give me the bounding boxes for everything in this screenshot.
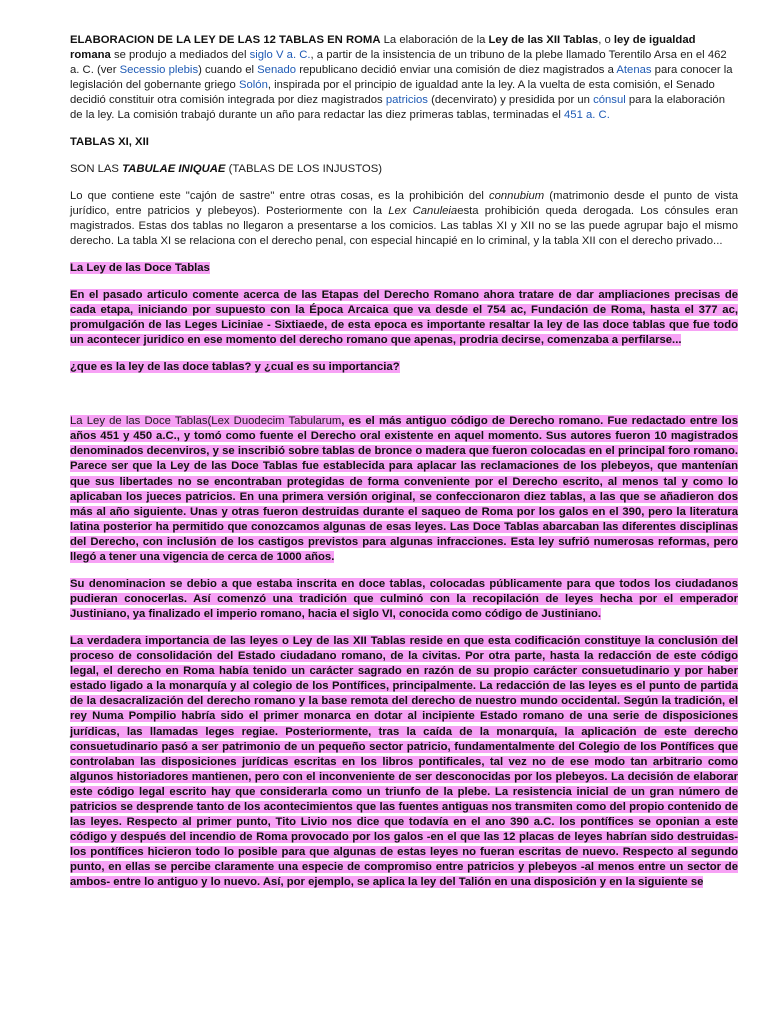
text-run: , o	[598, 34, 614, 46]
importancia-paragraph	[70, 634, 738, 891]
tabulae-iniquae-line	[70, 162, 738, 177]
text-run: , a partir de la insistencia de un tribuno de la plebe llamado Terentilo Arsa en el 462 a. C. (ver	[70, 49, 727, 77]
highlighted-text: La Ley de las Doce Tablas(Lex Duodecim Tabularum	[70, 415, 342, 428]
text-run: se produjo a mediados del	[110, 49, 250, 62]
highlight-heading-doce-tablas	[70, 261, 738, 276]
intro-title: ELABORACION DE LA LEY DE LAS 12 TABLAS EN ROMA	[70, 34, 381, 46]
text-run: esta prohibición queda derogada. Los cónsules eran magistrados. Estas dos tablas no llegaron a presentarse a los comicios. Las tablas XI y XII no se las puede agrupar bajo el mismo derecho. La tabla XI se relaciona con el derecho penal, con especial hincapié en lo criminal, y la tabla XII con el derecho privado...	[70, 205, 739, 248]
text-run: (decenvirato) y presidida por un	[427, 94, 594, 107]
text-run: para conocer la legislación del gobernante griego	[70, 64, 733, 92]
lex-duodecim-paragraph	[70, 414, 738, 565]
denominacion-paragraph	[70, 577, 738, 622]
link-451-ac[interactable]: 451 a. C.	[564, 109, 610, 122]
text-run: SON LAS	[70, 163, 123, 176]
italic-connubium: connubium	[488, 190, 545, 203]
highlighted-text: En el pasado articulo comente acerca de las Etapas del Derecho Romano ahora tratare de dar ampliaciones precisas de cada etapa, iniciando por supuesto con la Época Arcaica que va desde el 754 ac, Fundación de Roma, hasta el 377 ac, promulgación de las Leges Liciniae - Sixtiaede, de esta epoca es importante resaltar la ley de las doce tablas que fue todo un acontecer juridico en ese momento del derecho romano que apenas, prodria decirse, comenzaba a perfilarse...	[70, 289, 738, 347]
link-consul[interactable]: cónsul	[593, 94, 626, 107]
text-run: ) cuando el	[198, 64, 258, 77]
intro-paragraph	[70, 33, 738, 124]
blank-line	[70, 387, 738, 402]
bold-ley-xii-tablas: Ley de las XII Tablas	[488, 34, 599, 46]
highlighted-bold-text: La verdadera importancia de las leyes o Ley de las XII Tablas reside en que esta codificación constituye la conclusión del proceso de consolidación del Estado ciudadano romano, de la civitas. Por otra parte, hasta la redacción de este código legal, el derecho en Roma había tenido un carácter sagrado en razón de su propio carácter consuetudinario y por haber estado ligado a la monarquía y al colegio de los Pontífices, principalmente. La redacción de las leyes es el punto de partida de la desacralización del derecho romano y la base remota del derecho de nuestro mundo occidental. Según la tradición, el rey Numa Pompilio habría sido el primer monarca en dotar al incipiente Estado romano de una serie de disposiciones jurídicas, las llamadas leges regiae. Posteriormente, tras la caída de la monarquía, la aplicación de este derecho consuetudinario pasó a ser patrimonio de un pequeño sector patricio, fundamentalmente del Colegio de los Pontífices que controlaban las disposiciones jurídicas escritas en los libros pontificales, tal vez no de ese modo tan arbitrario como algunos historiadores mantienen, pero con el inconveniente de ser desconocidas por los plebeyos. La decisión de elaborar este código legal escrito hay que considerarla como un triunfo de la plebe. La resistencia inicial de un gran número de patricios se desprende tanto de los acontecimientos que las fuentes antiguas nos transmiten como del propio contenido de las leyes. Respecto al primer punto, Tito Livio nos dice que todavía en el ano 390 a.C. los pontífices se oponian a este código y después del incendio de Roma provocado por los galos -en el que las 12 placas de leyes habrían sido destruidas- los pontífices hicieron todo lo posible para que algunas de estas leyes no fueran escritas de nuevo. Respecto al segundo punto, en ellas se percibe claramente una especie de compromiso entre patricios y plebeyos -al menos entre un sector de ambos- entre lo antiguo y lo nuevo. Así, por ejemplo, se aplica la ley del Talión en una disposición y en la siguiente se	[70, 634, 738, 889]
link-senado[interactable]: Senado	[257, 64, 297, 77]
link-atenas[interactable]: Atenas	[616, 64, 652, 77]
text-run: , inspirada por el principio de igualdad ante la ley. A la vuelta de esta comisión, el Senado decidió constituir otra comisión integrada por diez magistrados	[70, 79, 715, 107]
link-secessio-plebis[interactable]: Secessio plebis	[119, 64, 199, 77]
text-run: Lo que contiene este "cajón de sastre" entre otras cosas, es la prohibición del	[70, 190, 489, 203]
text-run: republicano decidió enviar una comisión de diez magistrados a	[296, 64, 617, 77]
etapas-paragraph	[70, 288, 738, 348]
link-patricios[interactable]: patricios	[385, 94, 428, 107]
question-text: ¿que es la ley de las doce tablas? y ¿cual es su importancia?	[70, 361, 400, 374]
highlighted-bold-text: , es el más antiguo código de Derecho romano. Fue redactado entre los años 451 y 450 a.C., y tomó como fuente el Derecho oral existente en aquel momento. Sus autores fueron 10 magistrados denominados decenviros, y se inscribió sobre tablas de bronce o madera que fueron colocadas en el principal foro romano. Parece ser que la Ley de las Doce Tablas fue establecida para aplacar las reclamaciones de los plebeyos, que mantenían que sus libertades no se encontraban protegidas de forma conveniente por el Derecho escrito, al menos tal y como lo aplicaban los jueces patricios. En una primera versión original, se confeccionaron diez tablas, a las que se añadieron dos más al año siguiente. Unas y otras fueron destruidas durante el saqueo de Roma por los galos en el 390, pero la literatura latina posterior ha permitido que conozcamos algunas de esas leyes. Las Doce Tablas abarcaban las diferentes disciplinas del Derecho, con inclusión de los castigos previstos para algunas infracciones. Esta ley sufrió numerosas reformas, pero llegó a tener una vigencia de cerca de 1000 años.	[70, 415, 738, 563]
question-heading	[70, 360, 738, 375]
text-run: (TABLAS DE LOS INJUSTOS)	[225, 163, 382, 176]
text-run: (matrimonio desde el punto de vista jurídico, entre patricios y plebeyos). Posteriormente con la	[70, 190, 738, 218]
italic-lex-canuleia: Lex Canuleia	[388, 205, 458, 218]
link-siglo-v-ac[interactable]: siglo V a. C.	[249, 49, 311, 62]
document-page	[70, 33, 738, 902]
heading-text: La Ley de las Doce Tablas	[70, 262, 210, 275]
section-heading-tablas-xi-xii: TABLAS XI, XII	[70, 136, 149, 149]
text-run: La elaboración de la	[380, 34, 489, 46]
link-solon[interactable]: Solón	[238, 79, 268, 92]
bold-italic-tabulae-iniquae: TABULAE INIQUAE	[122, 163, 226, 176]
highlighted-bold-text: Su denominacion se debio a que estaba inscrita en doce tablas, colocadas públicamente para que todos los ciudadanos pudieran conocerlas. Así comenzó una tradición que culminó con la recopilación de leyes hecha por el emperador Justiniano, ya finalizado el imperio romano, hacia el siglo VI, conocida como código de Justiniano.	[70, 577, 738, 621]
text-run: para la elaboración de la ley. La comisión trabajó durante un año para redactar las diez primeras tablas, terminadas el	[70, 94, 725, 122]
bold-ley-igualdad-romana: ley de igualdad romana	[70, 34, 696, 62]
tablas-xi-xii-paragraph	[70, 189, 738, 249]
